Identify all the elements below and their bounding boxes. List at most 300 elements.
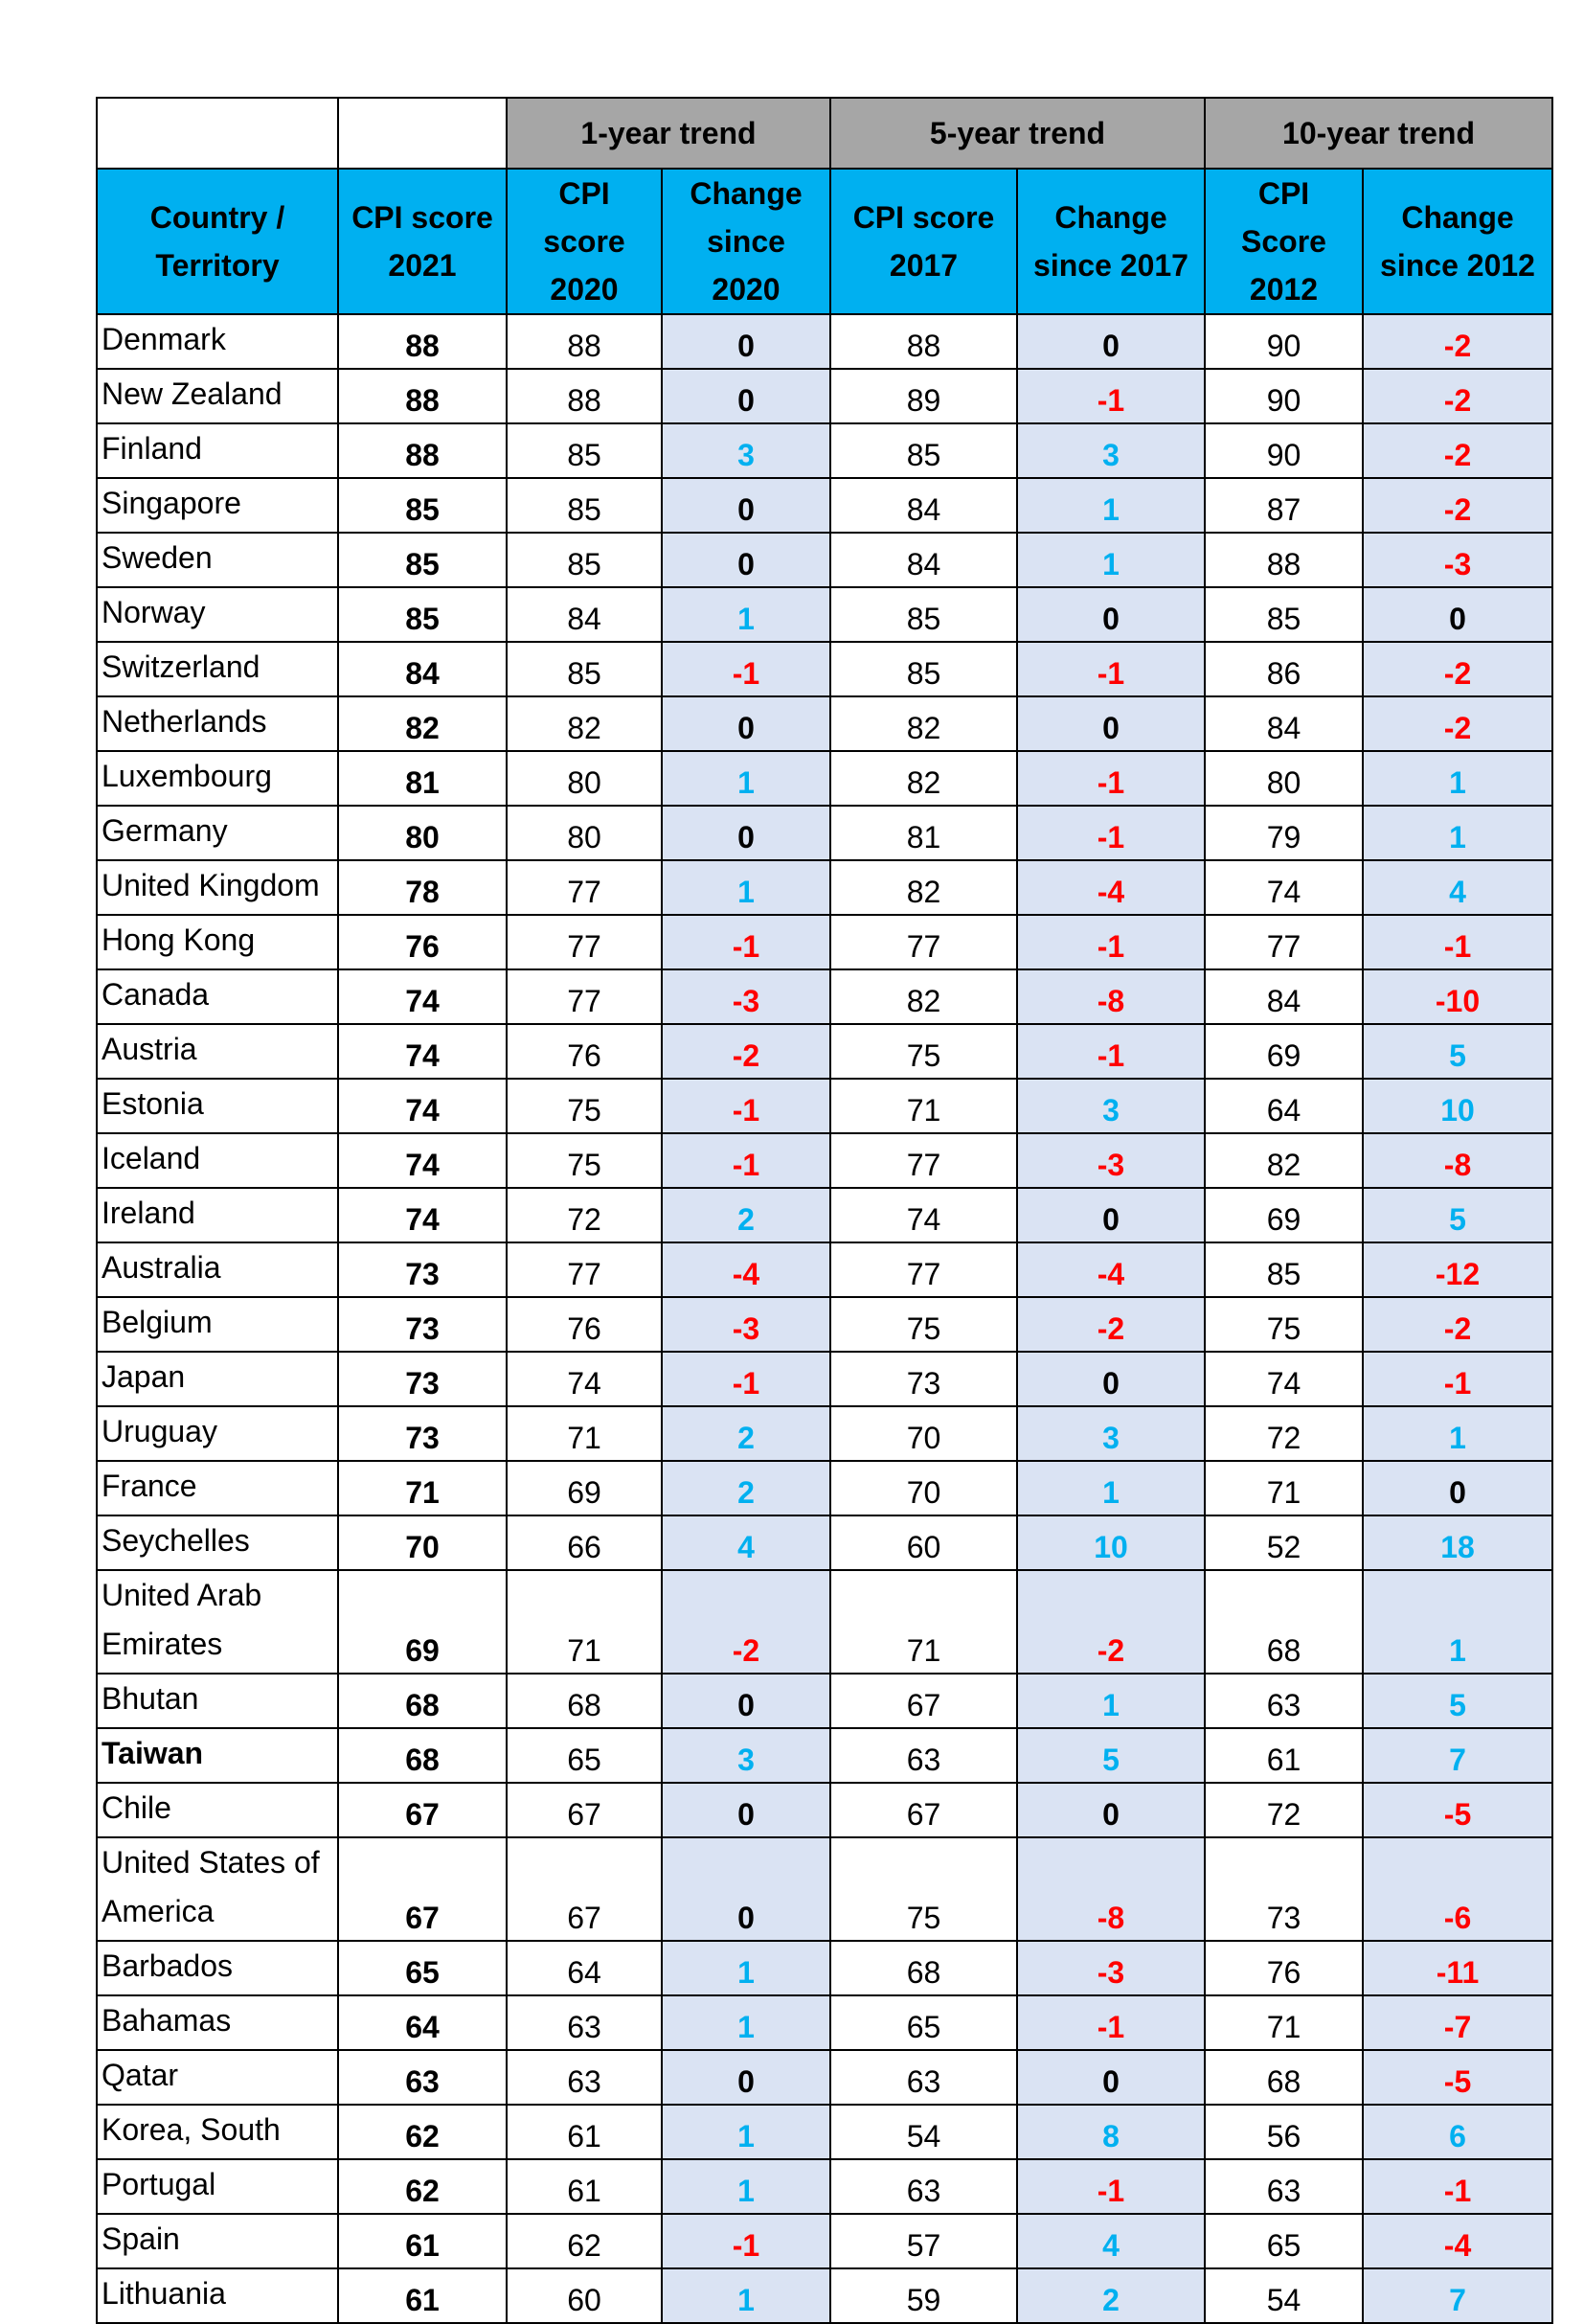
cpi-2021-header: CPI score 2021 xyxy=(338,169,507,314)
change-2012-cell: -3 xyxy=(1363,533,1552,587)
country-name-cell xyxy=(97,1461,338,1515)
change-2017-cell: 5 xyxy=(1017,1728,1205,1783)
cpi-2017-cell: 70 xyxy=(830,1461,1017,1515)
change-2017-cell: 1 xyxy=(1017,478,1205,533)
cpi-2021-cell: 85 xyxy=(338,478,507,533)
cpi-2020-cell: 84 xyxy=(507,587,662,642)
cpi-2020-cell: 80 xyxy=(507,751,662,806)
cpi-2017-header: CPI score 2017 xyxy=(830,169,1017,314)
cpi-2021-cell: 85 xyxy=(338,587,507,642)
cpi-2021-cell: 73 xyxy=(338,1297,507,1352)
change-2017-header: Change since 2017 xyxy=(1017,169,1205,314)
country-name-line: Iceland xyxy=(102,1141,201,1175)
change-2020-cell: -1 xyxy=(662,1079,830,1133)
table-row xyxy=(97,2214,1552,2268)
change-2020-cell: 0 xyxy=(662,1837,830,1941)
change-2012-cell: -2 xyxy=(1363,696,1552,751)
change-2020-cell: -2 xyxy=(662,1570,830,1674)
change-2020-cell: 3 xyxy=(662,423,830,478)
cpi-2021-cell: 76 xyxy=(338,915,507,969)
table-row xyxy=(97,1570,1552,1674)
cpi-2017-cell: 89 xyxy=(830,369,1017,423)
cpi-2017-cell: 63 xyxy=(830,1728,1017,1783)
cpi-2012-cell: 86 xyxy=(1205,642,1363,696)
change-2012-cell: 7 xyxy=(1363,1728,1552,1783)
table-row xyxy=(97,2050,1552,2105)
change-2012-cell: 5 xyxy=(1363,1188,1552,1242)
country-name-line: Bahamas xyxy=(102,2003,232,2038)
change-2017-cell: -1 xyxy=(1017,2159,1205,2214)
cpi-2012-cell: 84 xyxy=(1205,969,1363,1024)
cpi-2020-cell: 61 xyxy=(507,2105,662,2159)
change-2017-cell: -8 xyxy=(1017,1837,1205,1941)
cpi-2020-cell: 77 xyxy=(507,1242,662,1297)
cpi-2021-cell: 88 xyxy=(338,423,507,478)
one-year-trend-header: 1-year trend xyxy=(507,98,830,169)
cpi-2020-cell: 61 xyxy=(507,2159,662,2214)
cpi-2012-cell: 72 xyxy=(1205,1783,1363,1837)
country-name-cell xyxy=(97,1024,338,1079)
cpi-2020-cell: 76 xyxy=(507,1024,662,1079)
country-name-cell xyxy=(97,1133,338,1188)
change-2020-cell: -1 xyxy=(662,1352,830,1406)
change-2017-cell: 1 xyxy=(1017,533,1205,587)
country-name-cell xyxy=(97,1352,338,1406)
country-name-line: Taiwan xyxy=(102,1736,204,1770)
country-name-line: Singapore xyxy=(102,486,241,520)
change-2012-cell: -4 xyxy=(1363,2214,1552,2268)
country-name-cell xyxy=(97,1242,338,1297)
cpi-2012-cell: 64 xyxy=(1205,1079,1363,1133)
cpi-2020-cell: 88 xyxy=(507,314,662,369)
cpi-2020-cell: 71 xyxy=(507,1570,662,1674)
cpi-2020-cell: 77 xyxy=(507,969,662,1024)
table-row xyxy=(97,1079,1552,1133)
table-row xyxy=(97,1995,1552,2050)
cpi-2021-cell: 68 xyxy=(338,1728,507,1783)
cpi-2020-cell: 85 xyxy=(507,533,662,587)
cpi-2020-cell: 67 xyxy=(507,1783,662,1837)
cpi-2012-cell: 88 xyxy=(1205,533,1363,587)
table-row xyxy=(97,587,1552,642)
change-2020-cell: 0 xyxy=(662,369,830,423)
cpi-2020-cell: 72 xyxy=(507,1188,662,1242)
cpi-table xyxy=(96,97,1553,2324)
change-2020-cell: 2 xyxy=(662,1188,830,1242)
change-2012-cell: 10 xyxy=(1363,1079,1552,1133)
cpi-2020-cell: 64 xyxy=(507,1941,662,1995)
blank-header-cell xyxy=(338,98,507,169)
table-row xyxy=(97,1406,1552,1461)
change-2017-cell: -1 xyxy=(1017,915,1205,969)
cpi-2020-cell: 85 xyxy=(507,478,662,533)
country-name-line: United Kingdom xyxy=(102,868,320,902)
change-2017-cell: -4 xyxy=(1017,860,1205,915)
change-2017-cell: 3 xyxy=(1017,1406,1205,1461)
table-row xyxy=(97,1461,1552,1515)
cpi-2012-cell: 63 xyxy=(1205,1674,1363,1728)
country-name-line: Germany xyxy=(102,813,228,848)
cpi-2012-cell: 90 xyxy=(1205,369,1363,423)
table-row xyxy=(97,1133,1552,1188)
country-name-cell xyxy=(97,1079,338,1133)
table-row xyxy=(97,1728,1552,1783)
country-name-line: Uruguay xyxy=(102,1414,217,1448)
cpi-2012-cell: 54 xyxy=(1205,2268,1363,2323)
cpi-2012-cell: 71 xyxy=(1205,1995,1363,2050)
country-name-cell xyxy=(97,314,338,369)
country-name-line: Barbados xyxy=(102,1948,233,1983)
cpi-2021-cell: 81 xyxy=(338,751,507,806)
country-name-line: Korea, South xyxy=(102,2112,281,2147)
country-name-cell xyxy=(97,2214,338,2268)
cpi-2020-cell: 88 xyxy=(507,369,662,423)
cpi-2021-cell: 88 xyxy=(338,314,507,369)
cpi-2021-cell: 68 xyxy=(338,1674,507,1728)
change-2020-cell: 0 xyxy=(662,314,830,369)
change-2020-cell: 0 xyxy=(662,1783,830,1837)
cpi-2020-cell: 85 xyxy=(507,423,662,478)
cpi-2017-cell: 67 xyxy=(830,1783,1017,1837)
cpi-2012-cell: 61 xyxy=(1205,1728,1363,1783)
cpi-2012-cell: 52 xyxy=(1205,1515,1363,1570)
change-2017-cell: -2 xyxy=(1017,1570,1205,1674)
country-name-line: Austria xyxy=(102,1032,197,1066)
change-2020-cell: 2 xyxy=(662,1461,830,1515)
country-name-cell xyxy=(97,1515,338,1570)
change-2017-cell: -8 xyxy=(1017,969,1205,1024)
table-row xyxy=(97,969,1552,1024)
cpi-2017-cell: 77 xyxy=(830,1133,1017,1188)
country-name-line: Japan xyxy=(102,1359,186,1394)
country-header: Country / Territory xyxy=(97,169,338,314)
table-row xyxy=(97,1674,1552,1728)
change-2020-cell: 1 xyxy=(662,1995,830,2050)
table-row xyxy=(97,696,1552,751)
change-2017-cell: 2 xyxy=(1017,2268,1205,2323)
change-2012-cell: 0 xyxy=(1363,587,1552,642)
change-2017-cell: 0 xyxy=(1017,2050,1205,2105)
change-2020-cell: -3 xyxy=(662,1297,830,1352)
country-name-line: Lithuania xyxy=(102,2276,226,2311)
country-name-line: Portugal xyxy=(102,2167,216,2201)
table-row xyxy=(97,915,1552,969)
change-2012-cell: -2 xyxy=(1363,478,1552,533)
cpi-2021-cell: 78 xyxy=(338,860,507,915)
table-row xyxy=(97,860,1552,915)
country-name-line: Canada xyxy=(102,977,210,1012)
change-2012-cell: 18 xyxy=(1363,1515,1552,1570)
country-name-line: Denmark xyxy=(102,322,226,356)
cpi-2021-cell: 80 xyxy=(338,806,507,860)
country-name-cell xyxy=(97,751,338,806)
change-2012-cell: 1 xyxy=(1363,806,1552,860)
country-name-line: America xyxy=(102,1894,215,1928)
country-name-line: Estonia xyxy=(102,1086,204,1121)
cpi-2012-cell: 80 xyxy=(1205,751,1363,806)
change-2020-cell: -1 xyxy=(662,915,830,969)
table-row xyxy=(97,2105,1552,2159)
change-2012-cell: -8 xyxy=(1363,1133,1552,1188)
cpi-2017-cell: 63 xyxy=(830,2159,1017,2214)
change-2012-cell: 6 xyxy=(1363,2105,1552,2159)
change-2020-cell: -1 xyxy=(662,1133,830,1188)
change-2012-cell: -1 xyxy=(1363,1352,1552,1406)
cpi-2020-cell: 71 xyxy=(507,1406,662,1461)
cpi-2017-cell: 75 xyxy=(830,1837,1017,1941)
cpi-2020-cell: 85 xyxy=(507,642,662,696)
trend-group-row xyxy=(97,98,1552,169)
cpi-2012-cell: 71 xyxy=(1205,1461,1363,1515)
cpi-2017-cell: 84 xyxy=(830,478,1017,533)
cpi-2012-cell: 77 xyxy=(1205,915,1363,969)
country-name-cell xyxy=(97,1837,338,1941)
cpi-2020-cell: 69 xyxy=(507,1461,662,1515)
change-2020-cell: 1 xyxy=(662,2105,830,2159)
country-name-cell xyxy=(97,423,338,478)
country-name-cell xyxy=(97,696,338,751)
cpi-2017-cell: 82 xyxy=(830,969,1017,1024)
cpi-2021-cell: 61 xyxy=(338,2214,507,2268)
country-name-cell xyxy=(97,478,338,533)
cpi-2017-cell: 74 xyxy=(830,1188,1017,1242)
cpi-2021-cell: 74 xyxy=(338,1188,507,1242)
ten-year-trend-header: 10-year trend xyxy=(1205,98,1552,169)
country-name-cell xyxy=(97,915,338,969)
cpi-2012-cell: 90 xyxy=(1205,314,1363,369)
table-row xyxy=(97,314,1552,369)
cpi-2021-cell: 63 xyxy=(338,2050,507,2105)
change-2020-cell: -1 xyxy=(662,642,830,696)
cpi-2021-cell: 65 xyxy=(338,1941,507,1995)
column-header-row xyxy=(97,169,1552,314)
country-name-cell xyxy=(97,2268,338,2323)
change-2012-cell: -10 xyxy=(1363,969,1552,1024)
country-name-cell xyxy=(97,2050,338,2105)
cpi-2021-cell: 67 xyxy=(338,1837,507,1941)
country-name-line: Finland xyxy=(102,431,202,466)
cpi-2017-cell: 85 xyxy=(830,423,1017,478)
country-name-line: Qatar xyxy=(102,2058,179,2092)
change-2020-cell: 1 xyxy=(662,2159,830,2214)
change-2012-cell: -7 xyxy=(1363,1995,1552,2050)
cpi-2012-cell: 68 xyxy=(1205,2050,1363,2105)
table-row xyxy=(97,423,1552,478)
table-row xyxy=(97,1783,1552,1837)
change-2012-cell: -1 xyxy=(1363,915,1552,969)
cpi-2021-cell: 74 xyxy=(338,1079,507,1133)
table-row xyxy=(97,1024,1552,1079)
cpi-2017-cell: 82 xyxy=(830,751,1017,806)
country-name-line: Luxembourg xyxy=(102,759,272,793)
cpi-2017-cell: 77 xyxy=(830,915,1017,969)
cpi-2012-cell: 76 xyxy=(1205,1941,1363,1995)
cpi-2012-cell: 84 xyxy=(1205,696,1363,751)
cpi-2021-cell: 61 xyxy=(338,2268,507,2323)
cpi-2021-cell: 71 xyxy=(338,1461,507,1515)
cpi-2012-cell: 65 xyxy=(1205,2214,1363,2268)
country-name-cell xyxy=(97,1674,338,1728)
cpi-2017-cell: 75 xyxy=(830,1297,1017,1352)
change-2017-cell: -1 xyxy=(1017,369,1205,423)
cpi-2017-cell: 60 xyxy=(830,1515,1017,1570)
change-2020-cell: -2 xyxy=(662,1024,830,1079)
country-name-cell xyxy=(97,642,338,696)
table-row xyxy=(97,1837,1552,1941)
country-name-line: Australia xyxy=(102,1250,221,1285)
country-name-line: United Arab xyxy=(102,1578,262,1612)
country-name-line: Switzerland xyxy=(102,649,260,684)
change-2012-cell: -1 xyxy=(1363,2159,1552,2214)
country-name-line: Spain xyxy=(102,2221,180,2256)
cpi-2017-cell: 84 xyxy=(830,533,1017,587)
table-row xyxy=(97,642,1552,696)
cpi-2020-cell: 62 xyxy=(507,2214,662,2268)
change-2020-cell: 0 xyxy=(662,1674,830,1728)
table-row xyxy=(97,1352,1552,1406)
cpi-2012-cell: 69 xyxy=(1205,1188,1363,1242)
cpi-2017-cell: 77 xyxy=(830,1242,1017,1297)
change-2020-cell: 0 xyxy=(662,696,830,751)
cpi-2021-cell: 84 xyxy=(338,642,507,696)
table-row xyxy=(97,751,1552,806)
change-2020-cell: -4 xyxy=(662,1242,830,1297)
change-2017-cell: 0 xyxy=(1017,1188,1205,1242)
cpi-2020-cell: 75 xyxy=(507,1133,662,1188)
change-2012-cell: 1 xyxy=(1363,751,1552,806)
country-name-line: France xyxy=(102,1469,197,1503)
country-name-line: New Zealand xyxy=(102,376,283,411)
change-2012-cell: -2 xyxy=(1363,642,1552,696)
cpi-2021-cell: 62 xyxy=(338,2159,507,2214)
cpi-2021-cell: 88 xyxy=(338,369,507,423)
cpi-2020-cell: 63 xyxy=(507,2050,662,2105)
cpi-2021-cell: 74 xyxy=(338,1024,507,1079)
change-2017-cell: 0 xyxy=(1017,1352,1205,1406)
change-2012-cell: -2 xyxy=(1363,369,1552,423)
cpi-2017-cell: 82 xyxy=(830,860,1017,915)
change-2017-cell: -2 xyxy=(1017,1297,1205,1352)
change-2012-cell: 7 xyxy=(1363,2268,1552,2323)
cpi-2012-cell: 74 xyxy=(1205,1352,1363,1406)
country-name-line: Seychelles xyxy=(102,1523,250,1558)
cpi-2020-cell: 66 xyxy=(507,1515,662,1570)
cpi-2012-cell: 72 xyxy=(1205,1406,1363,1461)
change-2020-cell: 0 xyxy=(662,533,830,587)
cpi-2017-cell: 81 xyxy=(830,806,1017,860)
cpi-2020-cell: 80 xyxy=(507,806,662,860)
change-2012-cell: 4 xyxy=(1363,860,1552,915)
country-name-line: Norway xyxy=(102,595,206,629)
five-year-trend-header: 5-year trend xyxy=(830,98,1205,169)
blank-header-cell xyxy=(97,98,338,169)
change-2012-cell: -2 xyxy=(1363,314,1552,369)
cpi-2020-cell: 60 xyxy=(507,2268,662,2323)
cpi-2012-cell: 63 xyxy=(1205,2159,1363,2214)
cpi-2020-cell: 74 xyxy=(507,1352,662,1406)
table-row xyxy=(97,1941,1552,1995)
cpi-2012-cell: 82 xyxy=(1205,1133,1363,1188)
country-name-line: Belgium xyxy=(102,1305,213,1339)
cpi-2021-cell: 62 xyxy=(338,2105,507,2159)
change-2012-cell: -2 xyxy=(1363,1297,1552,1352)
change-2012-cell: -5 xyxy=(1363,1783,1552,1837)
change-2020-cell: 1 xyxy=(662,860,830,915)
cpi-2021-cell: 85 xyxy=(338,533,507,587)
cpi-2012-cell: 87 xyxy=(1205,478,1363,533)
cpi-2021-cell: 73 xyxy=(338,1406,507,1461)
cpi-2017-cell: 68 xyxy=(830,1941,1017,1995)
cpi-2021-cell: 73 xyxy=(338,1242,507,1297)
country-name-cell xyxy=(97,2105,338,2159)
change-2012-cell: -2 xyxy=(1363,423,1552,478)
cpi-2017-cell: 67 xyxy=(830,1674,1017,1728)
cpi-2012-cell: 68 xyxy=(1205,1570,1363,1674)
cpi-2020-cell: 67 xyxy=(507,1837,662,1941)
change-2020-cell: 4 xyxy=(662,1515,830,1570)
cpi-2020-cell: 77 xyxy=(507,860,662,915)
cpi-2021-cell: 64 xyxy=(338,1995,507,2050)
cpi-2017-cell: 71 xyxy=(830,1570,1017,1674)
table-row xyxy=(97,1242,1552,1297)
change-2020-cell: 1 xyxy=(662,2268,830,2323)
change-2012-cell: -6 xyxy=(1363,1837,1552,1941)
change-2017-cell: 0 xyxy=(1017,696,1205,751)
change-2012-header: Change since 2012 xyxy=(1363,169,1552,314)
change-2020-cell: 1 xyxy=(662,751,830,806)
cpi-2017-cell: 63 xyxy=(830,2050,1017,2105)
cpi-2012-cell: 69 xyxy=(1205,1024,1363,1079)
country-name-line: Netherlands xyxy=(102,704,267,739)
change-2017-cell: 0 xyxy=(1017,314,1205,369)
change-2017-cell: 3 xyxy=(1017,1079,1205,1133)
country-name-line: Ireland xyxy=(102,1196,195,1230)
cpi-2017-cell: 59 xyxy=(830,2268,1017,2323)
cpi-2021-cell: 74 xyxy=(338,969,507,1024)
cpi-2020-cell: 82 xyxy=(507,696,662,751)
country-name-line: Sweden xyxy=(102,540,213,575)
change-2020-cell: 1 xyxy=(662,587,830,642)
cpi-2020-header: CPI score 2020 xyxy=(507,169,662,314)
change-2020-cell: 2 xyxy=(662,1406,830,1461)
cpi-2020-cell: 68 xyxy=(507,1674,662,1728)
change-2020-cell: 3 xyxy=(662,1728,830,1783)
cpi-2020-cell: 77 xyxy=(507,915,662,969)
change-2012-cell: -12 xyxy=(1363,1242,1552,1297)
change-2020-cell: -1 xyxy=(662,2214,830,2268)
cpi-2021-cell: 70 xyxy=(338,1515,507,1570)
change-2017-cell: -3 xyxy=(1017,1941,1205,1995)
country-name-cell xyxy=(97,533,338,587)
country-name-cell xyxy=(97,1783,338,1837)
change-2017-cell: 3 xyxy=(1017,423,1205,478)
change-2012-cell: 5 xyxy=(1363,1674,1552,1728)
table-row xyxy=(97,1297,1552,1352)
country-name-cell xyxy=(97,2159,338,2214)
country-name-cell xyxy=(97,1941,338,1995)
cpi-2017-cell: 57 xyxy=(830,2214,1017,2268)
change-2017-cell: 1 xyxy=(1017,1461,1205,1515)
cpi-2020-cell: 65 xyxy=(507,1728,662,1783)
cpi-2020-cell: 63 xyxy=(507,1995,662,2050)
cpi-2012-header: CPI Score 2012 xyxy=(1205,169,1363,314)
change-2017-cell: 4 xyxy=(1017,2214,1205,2268)
cpi-2012-cell: 56 xyxy=(1205,2105,1363,2159)
country-name-cell xyxy=(97,1406,338,1461)
change-2017-cell: 10 xyxy=(1017,1515,1205,1570)
change-2012-cell: 0 xyxy=(1363,1461,1552,1515)
cpi-2021-cell: 69 xyxy=(338,1570,507,1674)
